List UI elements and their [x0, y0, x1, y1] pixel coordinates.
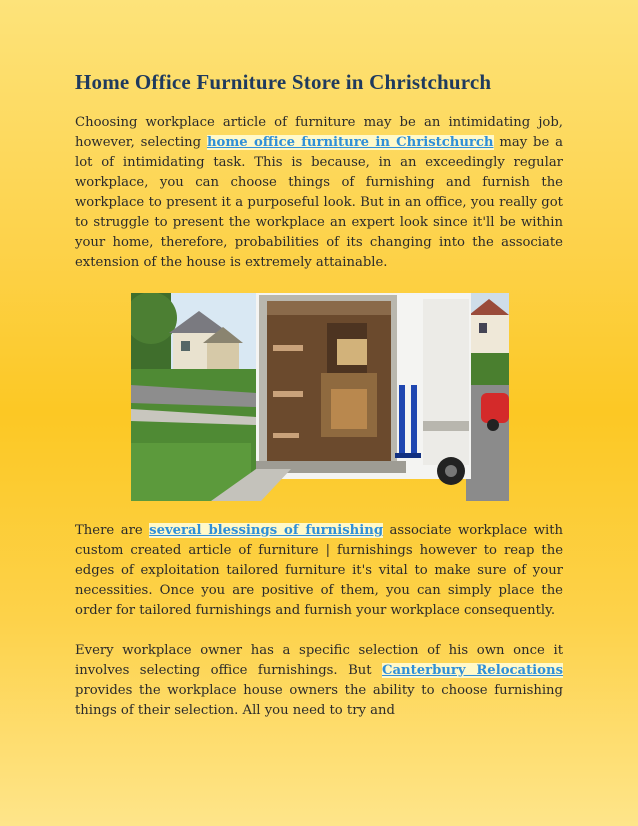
paragraph-text: may be a lot of intimidating task. This is because, in an exceedingly regular workplace, you can choose things of furnishing and furnish the workplace to present it a purposeful look. But in an office, you really got to struggle to present the workplace an expert look since it'll be within your home, therefore, probabilities of its changing into the associate extension of the house is extremely attainable. — [75, 135, 563, 270]
paragraph-text: provides the workplace house owners the ability to choose furnishing things of their selection. All you need to try and — [75, 683, 563, 718]
moving-truck-photo — [131, 293, 509, 501]
home-office-furniture-link[interactable]: home office furniture in Christchurch — [206, 135, 494, 150]
page-title: Home Office Furniture Store in Christchurch — [75, 70, 492, 94]
blessings-of-furnishing-link[interactable]: several blessings of furnishing — [149, 523, 384, 538]
paragraph-text: Every workplace owner has a specific selection of his own once it involves selecting office furnishings. But — [75, 643, 563, 678]
paragraph-text: Choosing workplace article of furniture may be an intimidating job, however, selecting — [75, 115, 563, 150]
paragraph-text: There are — [75, 523, 150, 538]
paragraph-owner — [75, 641, 563, 721]
document-page — [75, 70, 563, 721]
paragraph-text: associate workplace with custom created article of furniture | furnishings however to reap the edges of exploitation tailored furniture it's vital to make sure of your necessities. Once you are positive of them, you can simply place the order for tailored furnishings and furnish your workplace consequently. — [75, 523, 563, 618]
paragraph-blessings — [75, 521, 563, 621]
canterbury-relocations-link[interactable]: Canterbury Relocations — [382, 663, 563, 678]
paragraph-intro — [75, 113, 563, 273]
